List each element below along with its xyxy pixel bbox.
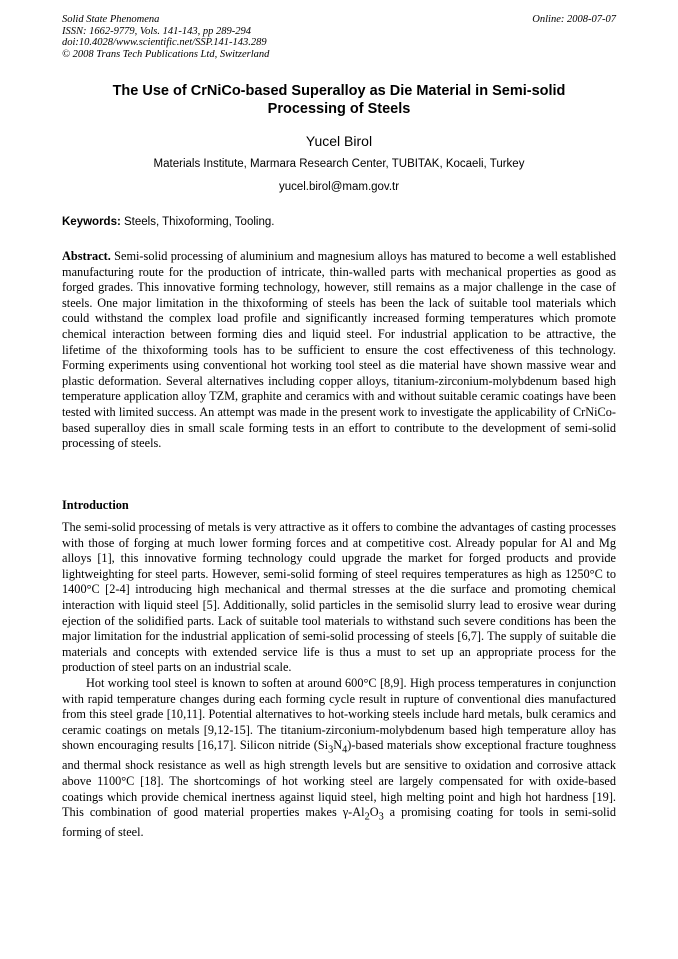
abstract — [62, 249, 616, 452]
intro-p2-part-b: N — [333, 738, 343, 753]
journal-name: Solid State Phenomena — [62, 14, 160, 25]
subscript: 2 — [364, 811, 370, 823]
subscript: 3 — [328, 744, 334, 756]
copyright-line: © 2008 Trans Tech Publications Ltd, Switzerland — [62, 48, 270, 60]
abstract-text: Semi-solid processing of aluminium and magnesium alloys has matured to become a well established manufacturing route for the production of intricate, thin-walled parts with mechanical properties as good as forged grades. This innovative forming technology, however, still remains as a major challenge in the case of steels. One major limitation in the thixoforming of steels has been the lack of suitable tool materials which could withstand the complex load profile and significantly increased forming temperatures which promote chemical interaction between forming dies and liquid steel. For industrial application to be attractive, the lifetime of the thixoforming tools has to be sufficient to ensure the cost effectiveness of this technology. Forming experiments using conventional hot working tool steel as die material have shown massive wear and plastic deformation. Several alternatives including copper alloys, titanium-zirconium-molybdenum based high temperature application alloy TZM, graphite and ceramics with and without suitable ceramic coatings have been tested with limited success. An attempt was made in the present work to investigate the applicability of CrNiCo-based superalloy dies in small scale forming tests in an effort to contribute to the development of semi-solid processing of steels. — [62, 249, 617, 451]
subscript: 3 — [378, 811, 384, 823]
author-affiliation: Materials Institute, Marmara Research Center, TUBITAK, Kocaeli, Turkey — [153, 158, 525, 170]
intro-p2-part-a: Hot working tool steel is known to soften at around 600°C [8,9]. High process temperatures in conjunction with rapid temperature changes during each forming cycle result in rupture of conventional dies manufactured from this steel grade [10,11]. Potential alternatives to hot-working steels include hard metals, bulk ceramics and ceramic coatings on metals [9,12-15]. The titanium-zirconium-molybdenum based high temperature alloy has shown encouraging results [16,17]. Silicon nitride (Si — [62, 675, 616, 753]
intro-paragraph-2 — [62, 676, 616, 841]
author-email: yucel.birol@mam.gov.tr — [278, 181, 400, 193]
intro-p2-part-d: O — [369, 805, 379, 820]
intro-p2-part-e: a promising coating for tools in semi-solid forming of steel. — [62, 805, 616, 840]
intro-p2-part-c: )-based materials show exceptional fracture toughness and thermal shock resistance as well as high strength levels but are sensitive to oxidation and corrosive attack above 1100°C [18]. The shortcomings of hot working steel are largely compensated for with oxide-based coatings which provide chemical inertness against liquid steel, high melting point and high hot hardness [19]. This combination of good material properties makes γ-Al — [62, 738, 616, 820]
subscript: 4 — [342, 744, 348, 756]
keywords-list: Steels, Thixoforming, Tooling. — [124, 216, 275, 228]
paper-title — [62, 82, 616, 118]
author-name: Yucel Birol — [305, 133, 373, 149]
title-line-2: Processing of Steels — [267, 101, 411, 117]
doi-line: doi:10.4028/www.scientific.net/SSP.141-143.289 — [62, 37, 267, 49]
abstract-label: Abstract. — [62, 249, 111, 263]
keywords — [62, 216, 616, 228]
online-date: Online: 2008-07-07 — [532, 14, 616, 25]
intro-paragraph-1: The semi-solid processing of metals is very attractive as it offers to combine the advantages of casting processes with those of forging at much lower forming forces and at competitive cost. Already popular for Al and Mg alloys [1], this innovative forming technology could upgrade the market for forged products and provide lightweighting for steel parts. However, semi-solid forming of steel requires temperatures as high as 1250°C to 1400°C [2-4] introducing high mechanical and thermal stresses at the die surface and promoting chemical interaction with liquid steel [5]. Additionally, solid particles in the semisolid slurry lead to erosive wear during ejection of the solidified parts. Lack of suitable tool materials to withstand such severe conditions has been the major limitation for the industrial application of semi-solid processing of steels [6,7]. The supply of suitable die materials and concepts with extended service life is thus a must to set up an appropriate process for the production of steel parts on an industrial scale. — [62, 520, 616, 675]
keywords-label: Keywords: — [62, 216, 121, 228]
section-heading-introduction: Introduction — [62, 498, 129, 512]
journal-header — [62, 14, 616, 60]
issn-line: ISSN: 1662-9779, Vols. 141-143, pp 289-294 — [62, 25, 251, 37]
introduction-body — [62, 520, 616, 841]
title-line-1: The Use of CrNiCo-based Superalloy as Die Material in Semi-solid — [112, 83, 566, 99]
